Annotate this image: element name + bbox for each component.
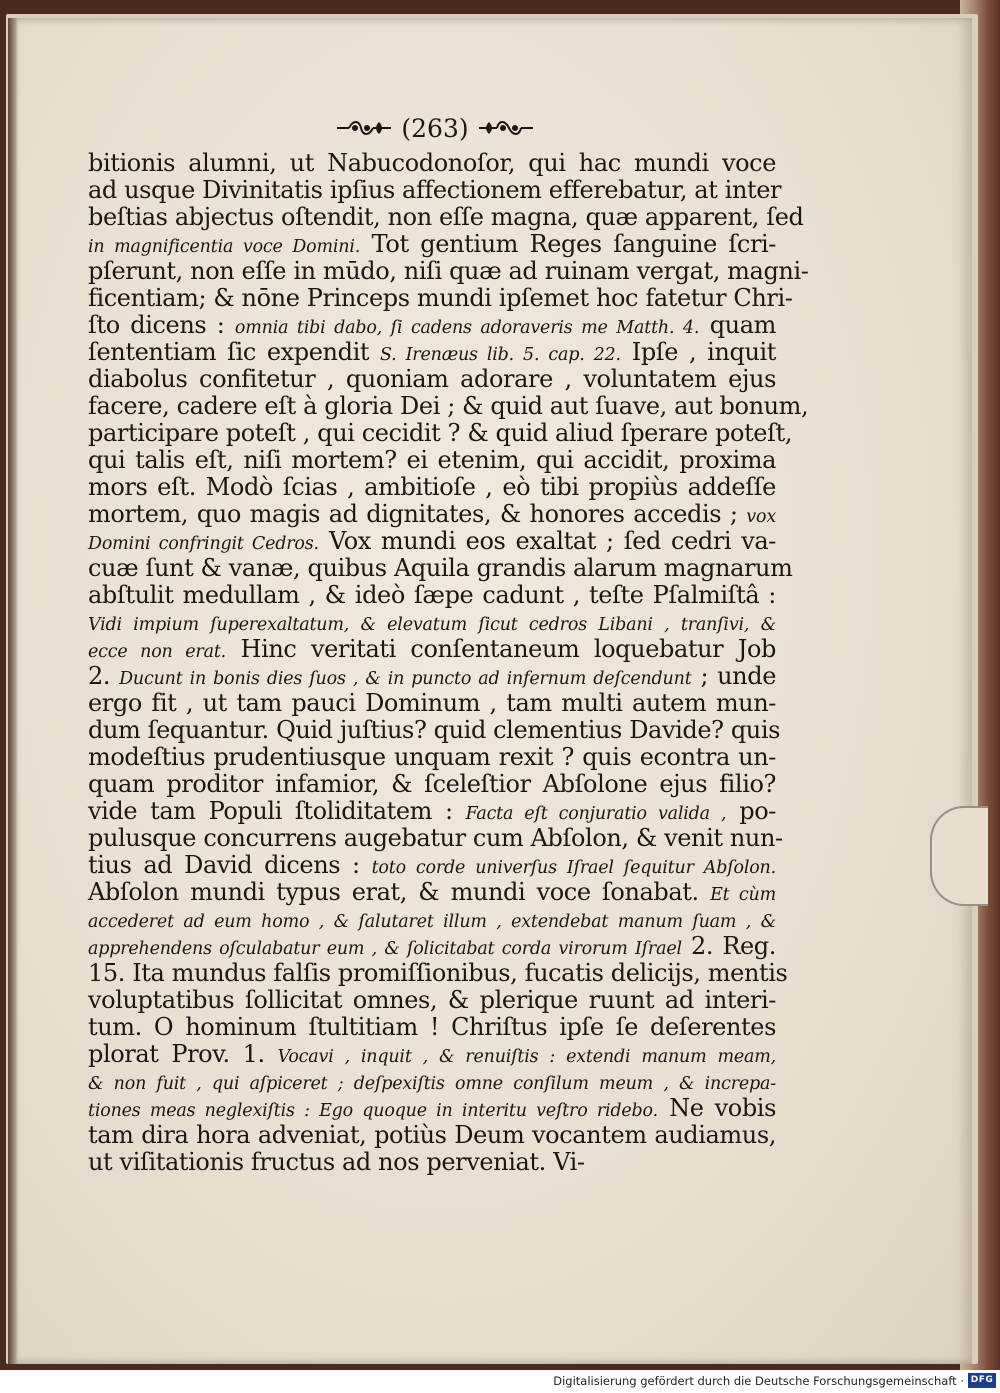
italic-quotation: Vocavi , inquit , & renuiſtis : extendi manum meam, <box>277 1047 776 1067</box>
book-page <box>8 18 972 1364</box>
text-segment: tam dira hora adveniat, potiùs Deum vocantem audiamus, <box>88 1121 776 1149</box>
text-line <box>88 474 776 501</box>
text-line <box>88 284 793 312</box>
text-line <box>88 339 776 366</box>
text-line <box>88 392 809 420</box>
text-segment: diabolus confitetur , quoniam adorare , voluntatem ejus <box>88 365 776 393</box>
dfg-logo: DFG <box>968 1373 996 1388</box>
text-line <box>88 852 776 879</box>
text-line <box>88 1068 776 1095</box>
italic-quotation: Vidi impium ſuperexaltatum, & elevatum ſicut cedros Libani , tranſivi, & <box>88 615 776 635</box>
italic-quotation: vox <box>746 507 776 527</box>
text-line <box>88 933 776 960</box>
text-segment: mors eſt. Modò ſcias , ambitioſe , eò tibi propiùs addeſſe <box>88 473 776 501</box>
text-segment: pſerunt, non eſſe in mūdo, niſi quæ ad ruinam vergat, magni- <box>88 257 809 285</box>
italic-quotation: omnia tibi dabo, ſi cadens adoraveris me Matth. 4. <box>234 318 700 338</box>
text-segment: facere, cadere eſt à gloria Dei ; & quid aut ſuave, aut bonum, <box>88 392 809 420</box>
text-segment: ; unde <box>691 662 776 690</box>
text-segment: tius ad David dicens : <box>88 851 372 879</box>
text-segment: mortem, quo magis ad dignitates, & honores accedis ; <box>88 500 747 528</box>
italic-quotation: tiones meas neglexiſtis : Ego quoque in interitu veſtro ridebo. <box>88 1101 658 1121</box>
text-line <box>88 636 776 663</box>
text-line <box>88 798 776 825</box>
text-line <box>88 987 776 1014</box>
text-line <box>88 879 776 906</box>
text-line <box>88 582 776 609</box>
text-segment: ergo fit , ut tam pauci Dominum , tam multi autem mun- <box>88 689 776 717</box>
text-segment: voluptatibus ſollicitat omnes, & plerique ruunt ad interi- <box>88 986 776 1014</box>
footer-credit: Digitalisierung gefördert durch die Deutsche Forschungsgemeinschaft · <box>553 1374 964 1388</box>
text-segment: ad usque Divinitatis ipſius affectionem efferebatur, at inter <box>88 176 782 204</box>
text-segment: Hinc veritati conſentaneum loquebatur Job <box>226 635 776 663</box>
page-number: (263) <box>401 113 469 143</box>
italic-quotation: Ducunt in bonis dies ſuos , & in puncto ad infernum deſcendunt <box>119 669 692 689</box>
text-segment: quam <box>699 311 776 339</box>
text-segment: po- <box>726 797 776 825</box>
italic-quotation: S. Irenæus lib. 5. cap. 22. <box>380 345 621 365</box>
italic-quotation: Facta eſt conjuratio valida , <box>465 804 727 824</box>
paper-clip-tab <box>930 806 988 906</box>
text-segment: Tot gentium Reges ſanguine ſcri- <box>360 230 776 258</box>
text-line <box>88 771 776 798</box>
text-line <box>88 959 788 987</box>
page-stack <box>6 14 978 1364</box>
text-segment: bitionis alumni, ut Nabucodonoſor, qui hac mundi voce <box>88 149 776 177</box>
text-segment: pulusque concurrens augebatur cum Abſolon, & venit nun- <box>88 824 783 852</box>
text-line <box>88 231 776 258</box>
text-line <box>88 716 781 744</box>
italic-quotation: accederet ad eum homo , & ſalutaret illum , extendebat manum ſuam , & <box>88 912 776 932</box>
text-line <box>88 554 793 582</box>
page-header <box>330 110 540 146</box>
text-line <box>88 312 776 339</box>
text-line <box>88 824 783 852</box>
text-line <box>88 1014 776 1041</box>
text-segment: tum. O hominum ſtultitiam ! Chriſtus ipſe ſe deſerentes <box>88 1013 776 1041</box>
text-segment: 2. Reg. <box>681 932 776 960</box>
text-line <box>88 419 793 447</box>
text-line <box>88 744 776 771</box>
text-segment: Ne vobis <box>657 1094 776 1122</box>
footer-bar <box>0 1370 1000 1393</box>
text-segment: modeſtius prudentiusque unquam rexit ? quis econtra un- <box>88 743 776 771</box>
text-line <box>88 609 776 636</box>
text-line <box>88 150 776 177</box>
text-segment: ficentiam; & nōne Princeps mundi ipſemet hoc fatetur Chri- <box>88 284 793 312</box>
text-segment: abſtulit medullam , & ideò ſæpe cadunt , teſte Pſalmiſtâ : <box>88 581 776 609</box>
text-segment: 2. <box>88 662 120 690</box>
text-line <box>88 1041 776 1068</box>
italic-quotation: in magnificentia voce Domini. <box>88 237 361 257</box>
text-line <box>88 906 776 933</box>
text-segment: Ipſe , inquit <box>620 338 777 366</box>
text-line <box>88 447 776 474</box>
italic-quotation: Et cùm <box>710 885 776 905</box>
text-line <box>88 501 776 528</box>
text-segment: ſententiam ſic expendit <box>88 338 381 366</box>
text-segment: Vox mundi eos exaltat ; ſed cedri va- <box>318 527 776 555</box>
text-line <box>88 176 782 204</box>
text-line <box>88 690 776 717</box>
text-segment: 15. Ita mundus falſis promiſſionibus, fucatis delicijs, mentis <box>88 959 788 987</box>
text-segment: dum ſequantur. Quid juſtius? quid clementius Davide? quis <box>88 716 781 744</box>
text-segment: participare poteſt , qui cecidit ? & quid aliud ſperare poteſt, <box>88 419 793 447</box>
body-text <box>88 149 809 1176</box>
text-line <box>88 528 776 555</box>
italic-quotation: apprehendens oſculabatur eum , & ſolicitabat corda virorum Iſrael <box>88 939 682 959</box>
italic-quotation: toto corde univerſus Iſrael ſequitur Abſolon. <box>371 858 776 878</box>
text-segment: cuæ ſunt & vanæ, quibus Aquila grandis alarum magnarum <box>88 554 793 582</box>
text-segment: qui talis eſt, niſi mortem? ei etenim, qui accidit, proxima <box>88 446 776 474</box>
text-line <box>88 1122 776 1149</box>
text-line <box>88 366 776 393</box>
left-ornament-icon <box>335 116 395 140</box>
text-segment: quam proditor infamior, & ſceleſtior Abſolone ejus filio? <box>88 770 776 798</box>
text-segment: ſto dicens : <box>88 311 235 339</box>
gutter-shadow <box>8 18 18 1364</box>
text-line <box>88 203 804 231</box>
text-segment: vide tam Populi ſtoliditatem : <box>88 797 466 825</box>
text-line <box>88 257 809 285</box>
text-segment: plorat Prov. 1. <box>88 1040 278 1068</box>
text-line <box>88 1149 776 1176</box>
italic-quotation: Domini confringit Cedros. <box>88 534 319 554</box>
italic-quotation: & non fuit , qui aſpiceret ; deſpexiſtis omne conſilum meum , & increpa- <box>88 1074 776 1094</box>
text-segment: beſtias abjectus oſtendit, non eſſe magna, quæ apparent, ſed <box>88 203 804 231</box>
italic-quotation: ecce non erat. <box>88 642 227 662</box>
text-line <box>88 663 776 690</box>
text-line <box>88 1095 776 1122</box>
right-ornament-icon <box>475 116 535 140</box>
text-segment: Abſolon mundi typus erat, & mundi voce ſonabat. <box>88 878 711 906</box>
text-segment: ut viſitationis fructus ad nos perveniat. Vi- <box>88 1148 585 1176</box>
